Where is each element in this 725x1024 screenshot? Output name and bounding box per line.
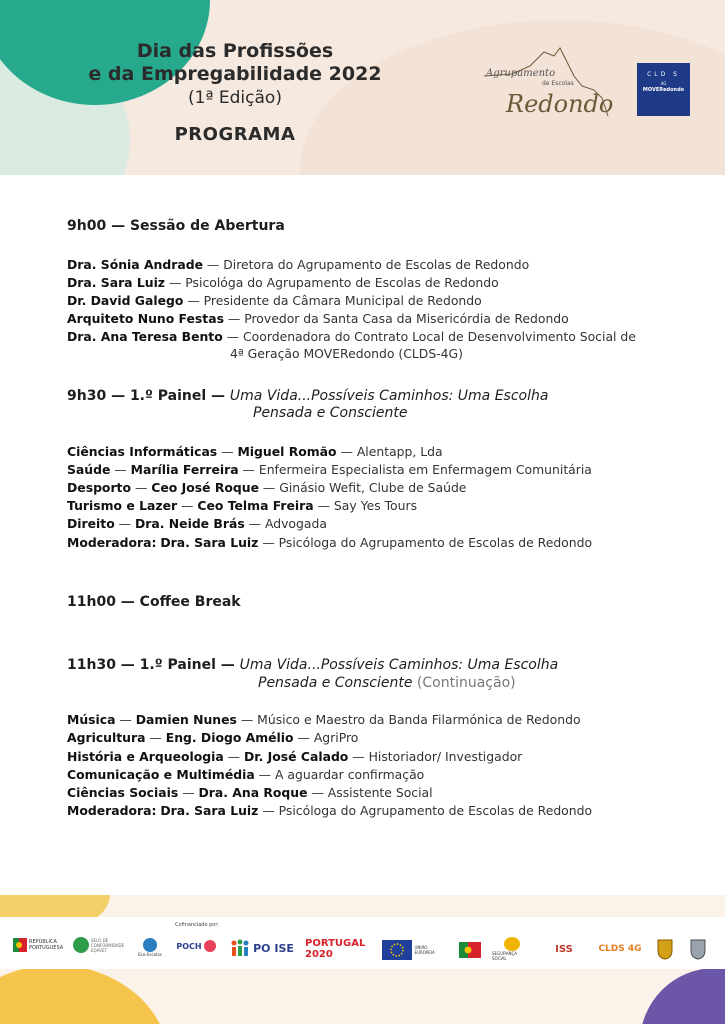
separator: — [115, 712, 136, 727]
list-item [67, 767, 424, 782]
move-redondo-logo [637, 63, 690, 116]
logo-label: PORTUGAL 2020 [305, 938, 366, 960]
eco-escolas-logo [134, 932, 166, 962]
republica-flag-icon [13, 938, 27, 952]
panel-theme-line2 [258, 675, 516, 691]
decorative-blob [640, 968, 725, 1024]
speaker-name: Dra. Sara Luiz [160, 535, 259, 550]
panel-theme: Uma Vida...Possíveis Caminhos: Uma Escolha [229, 388, 549, 404]
crest-icon [657, 938, 673, 960]
speaker-name: Dra. Ana Roque [198, 785, 308, 800]
check-circle-icon [73, 937, 89, 953]
panel-theme-line2 [253, 405, 407, 421]
speaker-role: — Alentapp, Lda [336, 444, 443, 459]
speaker-name: Ceo Telma Freira [197, 498, 314, 513]
area-label: Música [67, 712, 116, 727]
list-item [67, 275, 499, 290]
list-item [67, 730, 358, 745]
crest-icon [690, 938, 706, 960]
event-title-line2: e da Empregabilidade 2022 [88, 63, 382, 85]
list-item [67, 311, 569, 326]
speaker-role-continuation: 4ª Geração MOVERedondo (CLDS-4G) [230, 346, 463, 361]
area-label: Moderadora: [67, 803, 157, 818]
clds-4g-logo [592, 936, 648, 962]
portugal-2020-logo [305, 938, 367, 960]
logo-text-4g: 4G [660, 81, 667, 86]
list-item [67, 516, 327, 531]
area-label: Comunicação e Multimédia [67, 767, 255, 782]
speaker-role: — Músico e Maestro da Banda Filarmónica de Redondo [236, 712, 581, 727]
eu-flag-icon [382, 940, 412, 960]
area-label: Desporto [67, 480, 131, 495]
logo-text-agrupamento: Agrupamento [486, 68, 556, 79]
speaker-role: — Ginásio Wefit, Clube de Saúde [258, 480, 467, 495]
separator: — [110, 462, 131, 477]
speaker-name: Arquiteto Nuno Festas [67, 311, 224, 326]
list-item [67, 480, 466, 495]
list-item [67, 535, 592, 550]
header-banner [0, 0, 725, 175]
speaker-role: — Enfermeira Especialista em Enfermagem Comunitária [238, 462, 592, 477]
separator: — [177, 498, 198, 513]
decorative-blob [0, 965, 170, 1024]
list-item [67, 712, 581, 727]
po-ise-logo [230, 934, 294, 962]
speaker-role: — Assistente Social [307, 785, 433, 800]
speaker-role: — Say Yes Tours [313, 498, 418, 513]
speaker-role: — Psicóloga do Agrupamento de Escolas de Redondo [258, 535, 593, 550]
session-panel2-heading [67, 657, 558, 673]
speaker-role: — AgriPro [293, 730, 359, 745]
speaker-role: — Historiador/ Investigador [348, 749, 523, 764]
session-time: 9h30 — 1.º Painel — [67, 388, 230, 404]
list-item [67, 293, 482, 308]
speaker-name: Dra. Sara Luiz [67, 275, 166, 290]
area-label: Saúde [67, 462, 111, 477]
poch-mark-icon [204, 940, 216, 952]
speaker-role: — A aguardar confirmação [254, 767, 425, 782]
speaker-name: Dra. Ana Teresa Bento [67, 329, 223, 344]
program-heading: PROGRAMA [174, 124, 296, 145]
speaker-role: — Coordenadora do Contrato Local de Desenvolvimento Social de [222, 329, 636, 344]
logo-label: SEGURANÇA SOCIAL [492, 951, 517, 961]
separator: — [223, 749, 245, 764]
speaker-name: Eng. Diogo Amélio [165, 730, 294, 745]
area-label: Ciências Informáticas [67, 444, 218, 459]
logo-label: UNIÃO EUROPEIA [414, 945, 435, 955]
panel-theme: Pensada e Consciente [258, 675, 413, 691]
speaker-name: Damien Nunes [135, 712, 237, 727]
seguranca-mark-icon [504, 937, 520, 951]
poch-logo [175, 934, 217, 958]
agrupamento-redondo-logo [482, 46, 612, 122]
logo-label: REPÚBLICA PORTUGUESA [29, 939, 64, 951]
seguranca-social-logo [492, 934, 532, 964]
event-title-line1: Dia das Profissões [136, 40, 334, 62]
municipal-crest-logo [655, 936, 675, 962]
speaker-role: — Provedor da Santa Casa da Misericórdia de Redondo [223, 311, 569, 326]
area-label: Ciências Sociais [67, 785, 179, 800]
list-item [67, 444, 443, 459]
speaker-name: Dr. José Calado [244, 749, 349, 764]
eqavet-seal [72, 932, 130, 958]
panel-theme: Uma Vida...Possíveis Caminhos: Uma Escolha [239, 657, 559, 673]
separator: — [145, 730, 166, 745]
globe-icon [143, 938, 157, 952]
area-label: História e Arqueologia [67, 749, 224, 764]
session-coffee-heading: 11h00 — Coffee Break [67, 594, 241, 610]
separator: — [114, 516, 136, 531]
separator: — [217, 444, 238, 459]
iss-logo [545, 936, 583, 962]
speaker-name: Dra. Sara Luiz [160, 803, 259, 818]
list-item [67, 462, 592, 477]
portugal-flag-icon [459, 942, 481, 958]
republica-portuguesa-logo [12, 932, 64, 958]
area-label: Direito [67, 516, 115, 531]
speaker-name: Marília Ferreira [130, 462, 239, 477]
list-item [67, 803, 592, 818]
people-icon [230, 939, 250, 957]
area-label: Turismo e Lazer [67, 498, 178, 513]
logo-text-moveredondo: MOVERedondo [642, 87, 685, 93]
speaker-name: Ceo José Roque [151, 480, 259, 495]
speaker-name: Dr. David Galego [67, 293, 184, 308]
eu-flag-logo [380, 940, 446, 960]
speaker-role: — Advogada [244, 516, 327, 531]
list-item [67, 329, 636, 344]
logo-text-redondo: Redondo [506, 90, 614, 118]
area-label: Agricultura [67, 730, 146, 745]
session-panel1-heading [67, 388, 548, 404]
speaker-role: — Psicóloga do Agrupamento de Escolas de Redondo [258, 803, 593, 818]
session-time: 11h30 — 1.º Painel — [67, 657, 240, 673]
cofinanced-label: Cofinanciado por: [175, 922, 220, 928]
list-item [67, 498, 417, 513]
separator: — [131, 480, 152, 495]
logo-label: CLDS 4G [598, 944, 642, 954]
speaker-role: — Presidente da Câmara Municipal de Redondo [183, 293, 482, 308]
edition-label: (1ª Edição) [188, 88, 282, 108]
speaker-name: Dra. Neide Brás [135, 516, 245, 531]
list-item [67, 749, 522, 764]
list-item [67, 785, 433, 800]
separator: — [178, 785, 199, 800]
session-opening-heading: 9h00 — Sessão de Abertura [67, 218, 285, 234]
logo-label: ISS [555, 943, 573, 955]
parish-crest-logo [688, 936, 708, 962]
speaker-name: Miguel Romão [237, 444, 337, 459]
continuation-label: (Continuação) [412, 675, 516, 691]
speaker-role: — Diretora do Agrupamento de Escolas de Redondo [202, 257, 530, 272]
speaker-name: Dra. Sónia Andrade [67, 257, 203, 272]
area-label: Moderadora: [67, 535, 157, 550]
logo-label: SELO DE CONFORMIDADE EQAVET [91, 937, 125, 953]
logo-label: POCH [176, 941, 202, 951]
logo-text-escolas: de Escolas [542, 80, 574, 87]
logo-text-clds: CLD S [647, 71, 680, 78]
panel-theme: Pensada e Consciente [253, 405, 408, 421]
governo-logo [456, 938, 484, 962]
list-item [67, 257, 529, 272]
logo-label: Eco-Escolas [138, 951, 162, 957]
logo-label: PO ISE [253, 941, 294, 955]
speaker-role: — Psicológa do Agrupamento de Escolas de Redondo [165, 275, 499, 290]
